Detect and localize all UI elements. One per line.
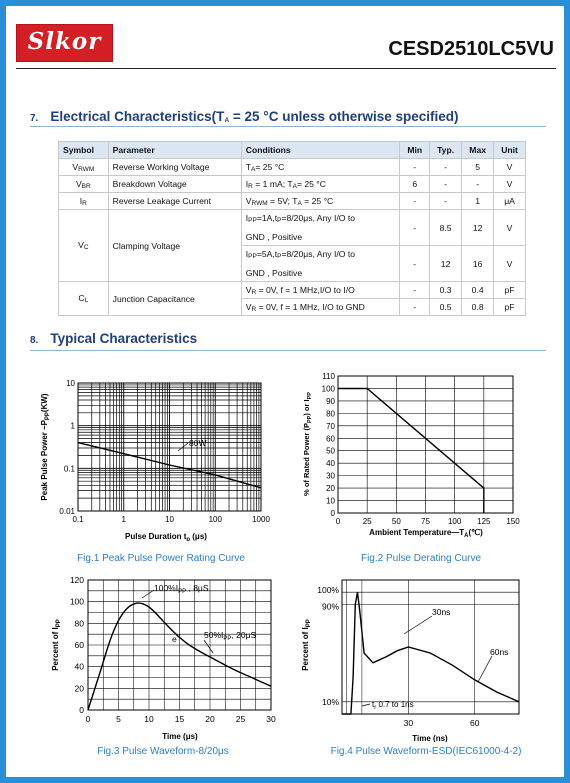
fig3-ylabel: Percent of $I_{PP}$ bbox=[51, 619, 62, 671]
cell-unit: pF bbox=[494, 299, 526, 316]
table-row bbox=[59, 210, 526, 246]
cell-unit: V bbox=[494, 159, 526, 176]
cell-unit: V bbox=[494, 176, 526, 193]
th-unit: Unit bbox=[494, 142, 526, 159]
th-typ: Typ. bbox=[429, 142, 461, 159]
fig3-ytick-label: 120 bbox=[69, 575, 84, 585]
fig1-caption: Fig.1 Peak Pulse Power Rating Curve bbox=[77, 553, 245, 564]
cell-conditions: $V_{RWM} = 5V$; $T_A = 25$ °C bbox=[241, 193, 400, 210]
fig3-xtick-label: 15 bbox=[174, 714, 185, 724]
th-max: Max bbox=[462, 142, 494, 159]
fig3-caption: Fig.3 Pulse Waveform-8/20μs bbox=[97, 746, 229, 757]
fig2-xtick-label: 75 bbox=[421, 517, 430, 526]
fig2-xtick-label: 50 bbox=[391, 517, 401, 526]
fig1-ytick-label: 10 bbox=[66, 379, 75, 388]
section-7-rule bbox=[30, 126, 546, 127]
cell-typ: - bbox=[429, 159, 461, 176]
fig2-caption: Fig.2 Pulse Derating Curve bbox=[360, 553, 482, 564]
table-header-row bbox=[59, 142, 526, 159]
section-7-number: 7. bbox=[30, 113, 39, 124]
fig1-ytick-label: 1 bbox=[70, 421, 75, 431]
fig1-annotation: 80W bbox=[189, 438, 207, 448]
fig1-ytick-label: 0.1 bbox=[63, 464, 75, 474]
electrical-characteristics-table bbox=[58, 141, 526, 316]
cell-max: 0.4 bbox=[462, 282, 494, 299]
section-7-title bbox=[30, 109, 459, 124]
cell-typ: - bbox=[429, 176, 461, 193]
fig4-annotation-rise: $t_r$ 0.7 to 1ns bbox=[372, 700, 414, 711]
fig4-xtick-label: 60 bbox=[470, 718, 480, 728]
cell-parameter: Reverse Leakage Current bbox=[108, 193, 241, 210]
fig4-xtick-label: 30 bbox=[403, 718, 414, 728]
fig3-annotation-50: $50\%I_{PP}$, 20μS bbox=[204, 630, 257, 642]
slkor-logo bbox=[16, 24, 113, 62]
fig2-ytick-label: 90 bbox=[326, 396, 335, 406]
cell-unit: μA bbox=[494, 193, 526, 210]
table-row bbox=[59, 193, 526, 210]
table-row bbox=[59, 176, 526, 193]
section-8-rule bbox=[30, 350, 546, 351]
fig4-annotation-60ns: 60ns bbox=[490, 647, 509, 657]
fig1-xtick-label: 1 bbox=[121, 515, 126, 524]
fig2-ytick-label: 80 bbox=[326, 409, 335, 419]
fig2-xtick-label: 100 bbox=[447, 517, 462, 526]
cell-conditions: $I_{PP}=1A,t_P=8/20\mu s$, Any I/O to GND , Positive bbox=[241, 210, 400, 246]
fig4-ytick-label: 10% bbox=[321, 696, 339, 707]
th-conditions: Conditions bbox=[241, 142, 400, 159]
datasheet-page bbox=[6, 6, 564, 777]
fig2-xlabel: Ambient $Temperature—T_A(℃)$ bbox=[369, 528, 483, 539]
fig2-ytick-label: 110 bbox=[322, 372, 335, 381]
cell-min: - bbox=[400, 193, 429, 210]
cell-typ: - bbox=[429, 193, 461, 210]
fig3-ytick-label: 0 bbox=[79, 705, 84, 715]
fig2-ytick-label: 60 bbox=[326, 434, 335, 444]
fig3-xtick-label: 10 bbox=[144, 714, 154, 724]
fig3-ytick-label: 20 bbox=[74, 683, 84, 694]
fig3-annotation-exp: $e^{-t}$ bbox=[172, 634, 181, 644]
fig1-peak-pulse-power-chart bbox=[36, 371, 276, 541]
fig4-ytick-label: 90% bbox=[321, 601, 339, 612]
fig4-ylabel: Percent of $I_{PP}$ bbox=[301, 619, 312, 671]
fig2-ytick-label: 100 bbox=[321, 384, 335, 394]
fig2-xtick-label: 25 bbox=[362, 517, 372, 526]
fig2-ytick-label: 0 bbox=[330, 509, 335, 518]
cell-min: - bbox=[400, 246, 429, 282]
fig3-ytick-label: 40 bbox=[74, 661, 84, 672]
fig1-xtick-label: 1000 bbox=[252, 515, 270, 524]
fig3-annotation-leader-2 bbox=[204, 640, 213, 653]
cell-parameter: Clamping Voltage bbox=[108, 210, 241, 282]
cell-min: 6 bbox=[400, 176, 429, 193]
fig3-ytick-label: 80 bbox=[74, 618, 84, 629]
cell-min: - bbox=[400, 210, 429, 246]
section-8-title-text: Typical Characteristics bbox=[50, 331, 198, 346]
cell-max: - bbox=[462, 176, 494, 193]
fig3-xtick-label: 20 bbox=[205, 714, 215, 724]
th-min: Min bbox=[400, 142, 429, 159]
fig2-derating-chart bbox=[298, 368, 538, 543]
cell-min: - bbox=[400, 299, 429, 316]
fig2-ytick-label: 50 bbox=[326, 446, 335, 456]
cell-typ: 0.5 bbox=[429, 299, 461, 316]
fig2-ytick-label: 70 bbox=[326, 421, 335, 431]
cell-typ: 0.3 bbox=[429, 282, 461, 299]
cell-conditions: $V_R = 0V$, f = 1 MHz, I/O to GND bbox=[241, 299, 400, 316]
fig2-ytick-label: 10 bbox=[326, 496, 335, 506]
cell-max: 0.8 bbox=[462, 299, 494, 316]
cell-parameter: Junction Capacitance bbox=[108, 282, 241, 316]
fig1-xtick-label: 10 bbox=[165, 515, 174, 524]
cell-symbol: $V_C$ bbox=[59, 210, 109, 282]
fig4-ytick-label: 100% bbox=[317, 585, 339, 596]
section-7-title-text: Electrical Characteristics(T bbox=[50, 109, 225, 124]
cell-max: 16 bbox=[462, 246, 494, 282]
section-8-number: 8. bbox=[30, 335, 39, 346]
cell-symbol: $V_{RWM}$ bbox=[59, 159, 109, 176]
cell-conditions: $I_R = 1$ mA; $T_A= 25$ °C bbox=[241, 176, 400, 193]
fig3-ytick-label: 100 bbox=[69, 596, 84, 607]
fig1-ytick-label: 0.01 bbox=[59, 507, 75, 516]
section-7-sub: A bbox=[224, 117, 230, 124]
fig1-xlabel: Pulse Duration $t_p$ (μs) bbox=[125, 532, 207, 541]
fig3-annotation-100: $100\%I_{PP}$ , 8μS bbox=[154, 583, 209, 595]
cell-typ: 12 bbox=[429, 246, 461, 282]
fig3-8-20us-waveform-chart bbox=[36, 570, 286, 742]
fig3-xtick-label: 0 bbox=[85, 714, 91, 724]
fig4-annotation-30ns: 30ns bbox=[432, 607, 451, 617]
fig2-ytick-label: 40 bbox=[326, 459, 335, 469]
fig4-annotation-leader-2 bbox=[478, 656, 492, 682]
cell-parameter: Breakdown Voltage bbox=[108, 176, 241, 193]
fig2-ylabel: % of Rated Power $(P_{PP})$ or $I_{PP}$ bbox=[302, 392, 313, 496]
part-number: CESD2510LC5VU bbox=[388, 38, 554, 60]
cell-conditions: $T_A= 25$ °C bbox=[241, 159, 400, 176]
fig3-xlabel: Time (μs) bbox=[162, 732, 198, 741]
cell-symbol: $C_L$ bbox=[59, 282, 109, 316]
fig2-ytick-label: 20 bbox=[326, 484, 335, 494]
cell-unit: pF bbox=[494, 282, 526, 299]
fig3-ytick-label: 60 bbox=[74, 640, 84, 650]
cell-unit: V bbox=[494, 246, 526, 282]
table-row bbox=[59, 282, 526, 299]
cell-min: - bbox=[400, 282, 429, 299]
cell-max: 12 bbox=[462, 210, 494, 246]
fig1-ylabel: Peak Pulse Power $-P_{PP}(KW)$ bbox=[40, 393, 51, 501]
cell-max: 5 bbox=[462, 159, 494, 176]
fig3-xtick-label: 25 bbox=[235, 714, 246, 724]
fig3-xtick-label: 30 bbox=[266, 714, 276, 724]
fig1-xtick-label: 100 bbox=[208, 515, 222, 524]
fig4-annotation-leader-3 bbox=[362, 704, 370, 706]
fig4-xlabel: Time (ns) bbox=[412, 734, 448, 742]
header-divider bbox=[16, 68, 556, 69]
cell-conditions: $V_R = 0V$, f = 1 MHz,I/O to I/O bbox=[241, 282, 400, 299]
fig3-annotation-leader-1 bbox=[142, 590, 154, 598]
fig4-esd-waveform-chart bbox=[294, 570, 539, 742]
fig4-caption: Fig.4 Pulse Waveform-ESD(IEC61000-4-2) bbox=[330, 746, 522, 757]
th-parameter: Parameter bbox=[108, 142, 241, 159]
fig2-ytick-label: 30 bbox=[326, 471, 335, 481]
cell-symbol: $V_{BR}$ bbox=[59, 176, 109, 193]
section-7-title-rest: = 25 °C unless otherwise specified) bbox=[229, 109, 459, 124]
fig1-xtick-label: 0.1 bbox=[72, 515, 84, 524]
cell-typ: 8.5 bbox=[429, 210, 461, 246]
cell-parameter: Reverse Working Voltage bbox=[108, 159, 241, 176]
fig2-xtick-label: 150 bbox=[506, 517, 520, 526]
cell-conditions: $I_{PP}=5A,t_P=8/20\mu s$, Any I/O to GND , Positive bbox=[241, 246, 400, 282]
fig2-xtick-label: 125 bbox=[477, 517, 491, 526]
th-symbol: Symbol bbox=[59, 142, 109, 159]
cell-unit: V bbox=[494, 210, 526, 246]
logo-text: Slkor bbox=[27, 28, 102, 55]
fig3-xtick-label: 5 bbox=[116, 714, 121, 724]
cell-max: 1 bbox=[462, 193, 494, 210]
cell-min: - bbox=[400, 159, 429, 176]
cell-symbol: $I_R$ bbox=[59, 193, 109, 210]
section-8-title bbox=[30, 331, 197, 346]
fig2-xtick-label: 0 bbox=[335, 517, 341, 526]
table-row bbox=[59, 159, 526, 176]
